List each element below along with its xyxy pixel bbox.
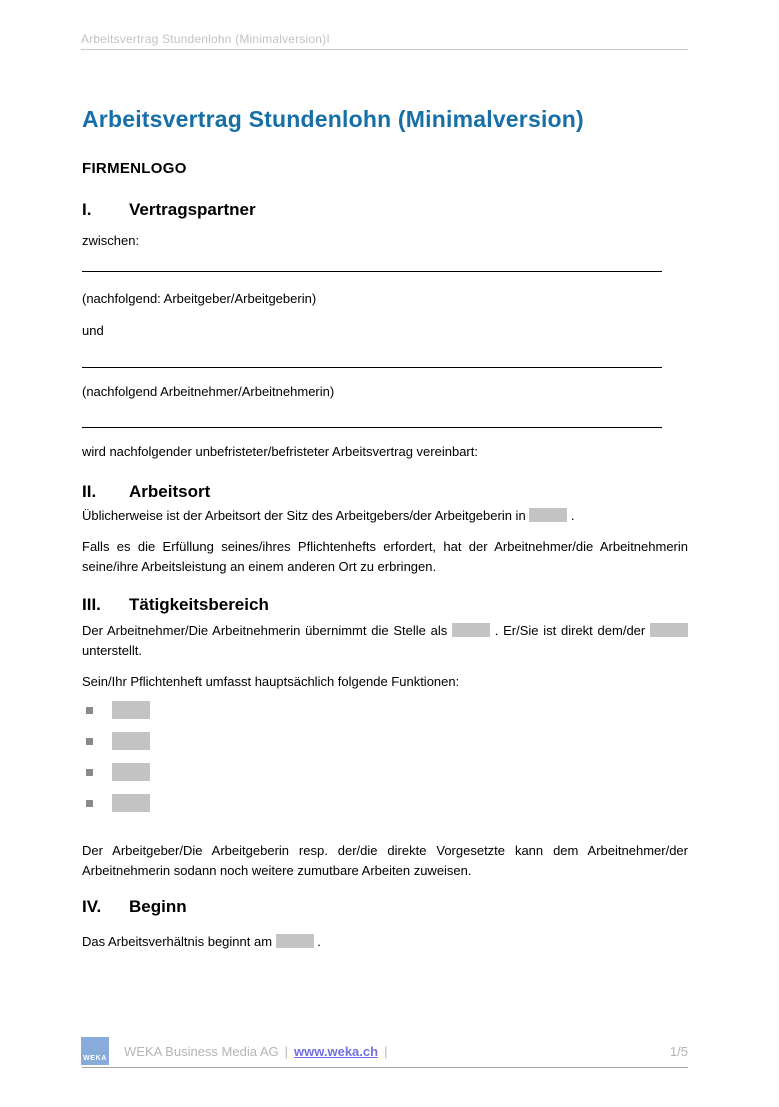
footer-separator: | — [284, 1044, 289, 1059]
location-placeholder-field[interactable] — [529, 508, 567, 522]
document-title: Arbeitsvertrag Stundenlohn (Minimalversion) — [82, 106, 584, 132]
function-placeholder-field[interactable] — [112, 732, 150, 750]
taetigkeit-paragraph-3: Der Arbeitgeber/Die Arbeitgeberin resp. der/die direkte Vorgesetzte kann dem Arbeitnehmer/der Arbeitnehmerin sodann noch weitere zumutbare Arbeiten zuweisen. — [82, 843, 688, 878]
header-title: Arbeitsvertrag Stundenlohn (Minimalversion)I — [81, 32, 330, 46]
bullet-item — [82, 763, 688, 781]
paragraph-text: Das Arbeitsverhältnis beginnt am — [82, 934, 276, 949]
agreement-text: wird nachfolgender unbefristeter/befristeter Arbeitsvertrag vereinbart: — [82, 444, 478, 459]
section-heading-taetigkeitsbereich — [82, 595, 688, 615]
section-title: Beginn — [129, 897, 187, 916]
section-title: Vertragspartner — [129, 200, 256, 219]
footer-divider — [82, 1067, 688, 1068]
beginn-paragraph-1 — [82, 932, 688, 952]
footer-text — [124, 1044, 393, 1059]
intro-und: und — [82, 323, 104, 338]
section-heading-arbeitsort — [82, 482, 688, 502]
paragraph-text: . — [313, 934, 321, 949]
position-placeholder-field[interactable] — [452, 623, 490, 637]
paragraph-text: . — [567, 508, 575, 523]
page-number: 1/5 — [669, 1044, 688, 1059]
section-title: Arbeitsort — [129, 482, 211, 501]
paragraph-text: . Er/Sie ist direkt dem/der — [489, 623, 650, 638]
taetigkeit-paragraph-1 — [82, 621, 688, 661]
employee-fill-line — [82, 367, 662, 368]
bullet-item — [82, 701, 688, 719]
section-number: I. — [82, 200, 92, 219]
function-placeholder-field[interactable] — [112, 794, 150, 812]
employer-fill-line — [82, 271, 662, 272]
section-number: III. — [82, 595, 101, 614]
bullet-marker-icon — [86, 769, 93, 776]
paragraph-text: unterstellt. — [82, 643, 142, 658]
bullet-marker-icon — [86, 800, 93, 807]
weka-logo-text: WEKA — [83, 1055, 107, 1062]
weka-logo — [81, 1037, 109, 1065]
function-placeholder-field[interactable] — [112, 701, 150, 719]
arbeitsort-paragraph-1 — [82, 506, 688, 526]
footer-company: WEKA Business Media AG — [124, 1044, 279, 1059]
bullet-marker-icon — [86, 738, 93, 745]
functions-bullet-list — [82, 701, 688, 825]
section-title: Tätigkeitsbereich — [129, 595, 269, 614]
paragraph-text: Üblicherweise ist der Arbeitsort der Sitz des Arbeitgebers/der Arbeitgeberin in — [82, 508, 530, 523]
section-number: IV. — [82, 897, 102, 916]
extra-fill-line — [82, 427, 662, 428]
section-heading-vertragspartner — [82, 200, 688, 220]
arbeitsort-paragraph-2: Falls es die Erfüllung seines/ihres Pflichtenhefts erfordert, hat der Arbeitnehmer/die Arbeitnehmerin seine/ihre Arbeitsleistung an einem anderen Ort zu erbringen. — [82, 539, 688, 574]
function-placeholder-field[interactable] — [112, 763, 150, 781]
taetigkeit-paragraph-2: Sein/Ihr Pflichtenheft umfasst hauptsächlich folgende Funktionen: — [82, 674, 460, 689]
weka-website-link[interactable]: www.weka.ch — [294, 1044, 379, 1059]
paragraph-text: Der Arbeitnehmer/Die Arbeitnehmerin übernimmt die Stelle als — [82, 623, 452, 638]
intro-zwischen: zwischen: — [82, 233, 140, 248]
bullet-marker-icon — [86, 707, 93, 714]
bullet-item — [82, 794, 688, 812]
employee-note: (nachfolgend Arbeitnehmer/Arbeitnehmerin) — [82, 384, 335, 399]
company-logo-placeholder: FIRMENLOGO — [82, 160, 187, 177]
supervisor-placeholder-field[interactable] — [650, 623, 688, 637]
footer-separator: | — [384, 1044, 388, 1059]
section-number: II. — [82, 482, 97, 501]
section-heading-beginn — [82, 897, 688, 917]
bullet-item — [82, 732, 688, 750]
page-header — [81, 0, 688, 50]
start-date-placeholder-field[interactable] — [276, 934, 314, 948]
employer-note: (nachfolgend: Arbeitgeber/Arbeitgeberin) — [82, 291, 317, 306]
